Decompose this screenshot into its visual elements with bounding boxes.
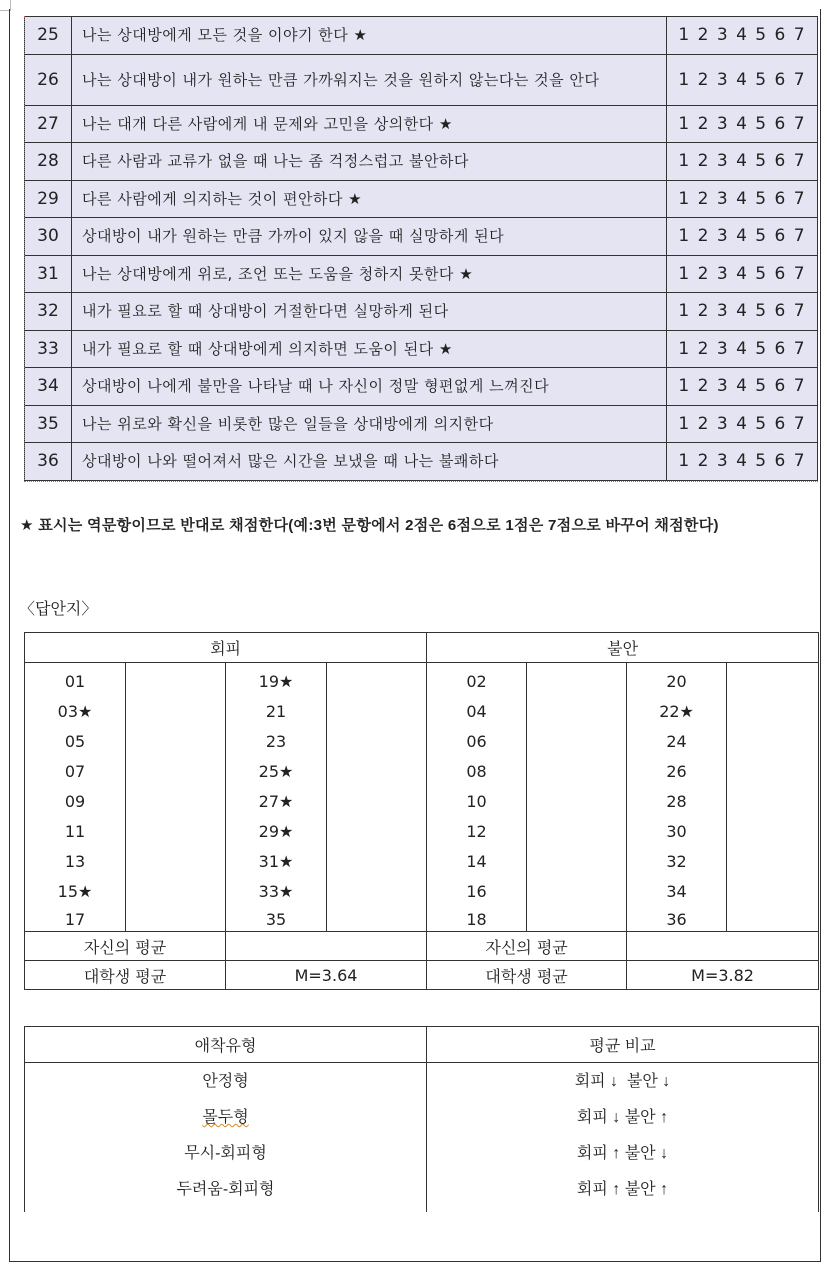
item-number: 06 <box>466 732 487 751</box>
item-number: 31★ <box>258 852 294 871</box>
question-text: 상대방이 나와 떨어져서 많은 시간을 보냈을 때 나는 불쾌하다 <box>72 443 667 481</box>
question-row <box>25 54 818 105</box>
question-text: 나는 대개 다른 사람에게 내 문제와 고민을 상의한다 ★ <box>72 105 667 143</box>
item-number: 01 <box>64 672 86 691</box>
question-text: 나는 상대방에게 모든 것을 이야기 한다 ★ <box>72 17 667 55</box>
avoidance-items-col1 <box>25 663 126 932</box>
anxiety-score-input-col2[interactable] <box>727 663 819 932</box>
question-row <box>25 255 818 293</box>
item-number: 28 <box>666 792 687 811</box>
likert-scale[interactable]: 1 2 3 4 5 6 7 <box>667 105 818 143</box>
question-text: 나는 상대방에게 위로, 조언 또는 도움을 청하지 못한다 ★ <box>72 255 667 293</box>
likert-scale[interactable]: 1 2 3 4 5 6 7 <box>667 330 818 368</box>
item-number: 25★ <box>258 762 294 781</box>
reverse-scoring-note: ★ 표시는 역문항이므로 반대로 채점한다(예:3번 문항에서 2점은 6점으로 1점은 7점으로 바꾸어 채점한다) <box>20 517 719 534</box>
likert-scale[interactable]: 1 2 3 4 5 6 7 <box>667 405 818 443</box>
item-number: 09 <box>64 792 86 811</box>
item-number: 16 <box>466 882 487 901</box>
attachment-type: 두려움-회피형 <box>176 1181 275 1198</box>
question-text: 다른 사람과 교류가 없을 때 나는 좀 걱정스럽고 불안하다 <box>72 143 667 181</box>
question-number: 27 <box>25 105 72 143</box>
question-number: 28 <box>25 143 72 181</box>
question-text: 상대방이 내가 원하는 만큼 가까이 있지 않을 때 실망하게 된다 <box>72 218 667 256</box>
question-text: 다른 사람에게 의지하는 것이 편안하다 ★ <box>72 180 667 218</box>
question-text: 내가 필요로 할 때 상대방에게 의지하면 도움이 된다 ★ <box>72 330 667 368</box>
anxiety-items-col1 <box>427 663 527 932</box>
question-text: 상대방이 나에게 불만을 나타날 때 나 자신이 정말 형편없게 느껴진다 <box>72 368 667 406</box>
question-number: 30 <box>25 218 72 256</box>
anxiety-header: 불안 <box>427 633 819 663</box>
item-number: 36 <box>666 910 687 929</box>
item-number: 33★ <box>258 882 294 901</box>
avoidance-own-mean-label: 자신의 평균 <box>25 932 226 961</box>
attachment-type: 안정형 <box>202 1073 249 1090</box>
mean-comparison: 회피 ↑ 불안 ↓ <box>576 1145 669 1162</box>
likert-scale[interactable]: 1 2 3 4 5 6 7 <box>667 17 818 55</box>
mean-comparisons-cell <box>427 1063 819 1213</box>
avoidance-student-mean-value: M=3.64 <box>226 961 427 990</box>
question-number: 32 <box>25 293 72 331</box>
question-row <box>25 405 818 443</box>
item-number: 22★ <box>659 702 694 721</box>
item-number: 14 <box>466 852 487 871</box>
item-number: 29★ <box>258 822 294 841</box>
question-row <box>25 218 818 256</box>
item-number: 21 <box>265 702 287 721</box>
question-number: 33 <box>25 330 72 368</box>
question-number: 26 <box>25 54 72 105</box>
avoidance-own-mean-input[interactable] <box>226 932 427 961</box>
item-number: 08 <box>466 762 487 781</box>
question-number: 36 <box>25 443 72 481</box>
likert-scale[interactable]: 1 2 3 4 5 6 7 <box>667 180 818 218</box>
answer-sheet-table <box>24 632 819 990</box>
mean-comparison: 회피 ↑ 불안 ↑ <box>576 1181 669 1198</box>
item-number: 13 <box>64 852 86 871</box>
question-row <box>25 443 818 481</box>
anxiety-student-mean-value: M=3.82 <box>627 961 819 990</box>
question-row <box>25 143 818 181</box>
item-number: 17 <box>64 910 86 929</box>
avoidance-score-input-col2[interactable] <box>327 663 427 932</box>
item-number: 12 <box>466 822 487 841</box>
answer-sheet-label: 〈답안지〉 <box>19 599 98 618</box>
avoidance-student-mean-label: 대학생 평균 <box>25 961 226 990</box>
question-number: 34 <box>25 368 72 406</box>
mean-comparison: 회피 ↓ 불안 ↓ <box>574 1073 671 1090</box>
attachment-type-header: 애착유형 <box>25 1027 427 1063</box>
question-number: 25 <box>25 17 72 55</box>
item-number: 02 <box>466 672 487 691</box>
item-number: 24 <box>666 732 687 751</box>
attachment-types-cell <box>25 1063 427 1213</box>
item-number: 34 <box>666 882 687 901</box>
anxiety-own-mean-input[interactable] <box>627 932 819 961</box>
question-row <box>25 330 818 368</box>
likert-scale[interactable]: 1 2 3 4 5 6 7 <box>667 368 818 406</box>
item-number: 32 <box>666 852 687 871</box>
item-number: 27★ <box>258 792 294 811</box>
likert-scale[interactable]: 1 2 3 4 5 6 7 <box>667 443 818 481</box>
item-number: 10 <box>466 792 487 811</box>
question-number: 35 <box>25 405 72 443</box>
avoidance-score-input-col1[interactable] <box>126 663 226 932</box>
question-row <box>25 180 818 218</box>
attachment-type: 몰두형 <box>202 1109 249 1126</box>
question-row <box>25 368 818 406</box>
item-number: 35 <box>265 910 287 929</box>
question-row <box>25 17 818 55</box>
item-number: 20 <box>666 672 687 691</box>
likert-scale[interactable]: 1 2 3 4 5 6 7 <box>667 54 818 105</box>
item-number: 04 <box>466 702 487 721</box>
avoidance-header: 회피 <box>25 633 427 663</box>
likert-scale[interactable]: 1 2 3 4 5 6 7 <box>667 255 818 293</box>
anxiety-student-mean-label: 대학생 평균 <box>427 961 627 990</box>
avoidance-items-col2 <box>226 663 327 932</box>
item-number: 26 <box>666 762 687 781</box>
item-number: 05 <box>64 732 86 751</box>
item-number: 23 <box>265 732 287 751</box>
question-row <box>25 293 818 331</box>
question-text: 나는 위로와 확신을 비롯한 많은 일들을 상대방에게 의지한다 <box>72 405 667 443</box>
question-number: 29 <box>25 180 72 218</box>
item-number: 18 <box>466 910 487 929</box>
anxiety-own-mean-label: 자신의 평균 <box>427 932 627 961</box>
anxiety-items-col2 <box>627 663 727 932</box>
likert-scale[interactable]: 1 2 3 4 5 6 7 <box>667 143 818 181</box>
mean-comparison-header: 평균 비교 <box>427 1027 819 1063</box>
question-text: 나는 상대방이 내가 원하는 만큼 가까워지는 것을 원하지 않는다는 것을 안다 <box>72 54 667 105</box>
questionnaire-table <box>24 16 818 481</box>
likert-scale[interactable]: 1 2 3 4 5 6 7 <box>667 293 818 331</box>
item-number: 07 <box>64 762 86 781</box>
question-row <box>25 105 818 143</box>
mean-comparison: 회피 ↓ 불안 ↑ <box>576 1109 669 1126</box>
likert-scale[interactable]: 1 2 3 4 5 6 7 <box>667 218 818 256</box>
item-number: 03★ <box>57 702 93 721</box>
question-number: 31 <box>25 255 72 293</box>
item-number: 19★ <box>258 672 294 691</box>
item-number: 30 <box>666 822 687 841</box>
item-number: 11 <box>64 822 86 841</box>
question-text: 내가 필요로 할 때 상대방이 거절한다면 실망하게 된다 <box>72 293 667 331</box>
attachment-type: 무시-회피형 <box>184 1145 267 1162</box>
anxiety-score-input-col1[interactable] <box>527 663 627 932</box>
attachment-type-table <box>24 1026 819 1212</box>
item-number: 15★ <box>57 882 93 901</box>
